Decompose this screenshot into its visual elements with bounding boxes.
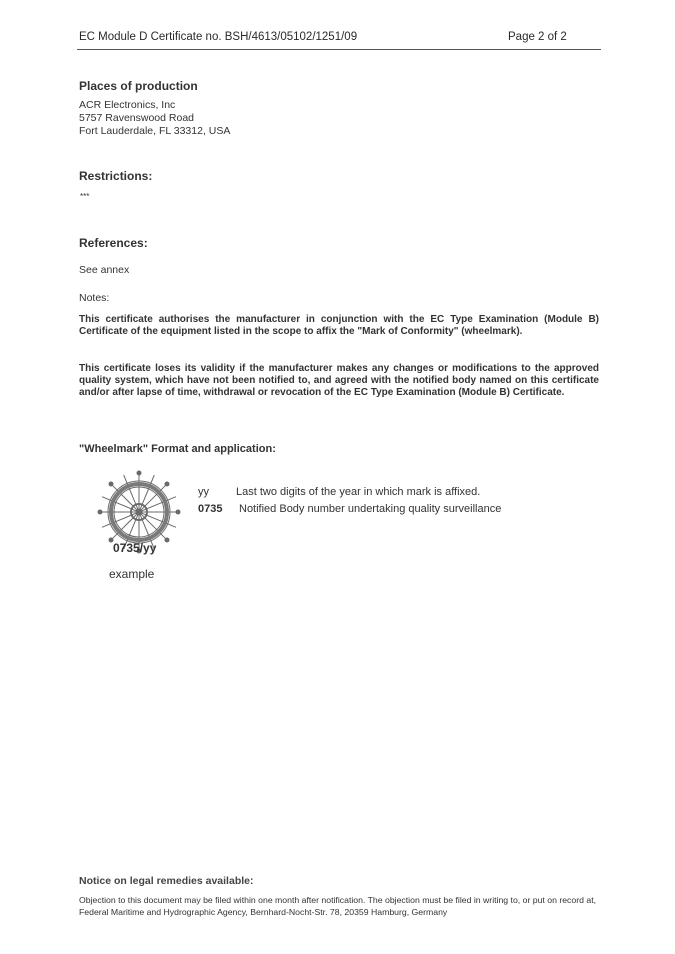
legal-remedies-text: Objection to this document may be filed within one month after notification. The objection must be filed in writing to, or put on record at, Federal Maritime and Hydrographic Agency, Bernhard-Nocht-Str. 78, 20359 Hamburg, Germany xyxy=(79,895,597,917)
references-value: See annex xyxy=(79,264,130,276)
wheelmark-heading: "Wheelmark" Format and application: xyxy=(79,443,276,455)
legend-description-notified-body: Notified Body number undertaking quality surveillance xyxy=(239,503,502,515)
notes-paragraph-validity: This certificate loses its validity if the manufacturer makes any changes or modifications to the approved quality system, which have not been notified to, and agreed with the notified body named on this certificate and/or after lapse of time, withdrawal or revocation of the EC Type Examination (Module B) Certificate. xyxy=(79,363,599,399)
wheelmark-code: 0735/yy xyxy=(113,541,157,555)
address-line-city: Fort Lauderdale, FL 33312, USA xyxy=(79,125,231,137)
notes-label: Notes: xyxy=(79,292,110,304)
production-address xyxy=(79,99,230,138)
legend-description-year: Last two digits of the year in which mark is affixed. xyxy=(236,486,481,498)
certificate-title: EC Module D Certificate no. BSH/4613/05102/1251/09 xyxy=(79,31,358,43)
notes-paragraph-authorisation: This certificate authorises the manufacturer in conjunction with the EC Type Examination (Module B) Certificate of the equipment listed in the scope to affix the "Mark of Conformity" (wheelmark). xyxy=(79,314,599,338)
restrictions-heading: Restrictions: xyxy=(79,169,153,183)
address-line-company: ACR Electronics, Inc xyxy=(79,99,176,111)
references-heading: References: xyxy=(79,236,148,250)
header-divider xyxy=(77,49,601,50)
page-number: Page 2 of 2 xyxy=(508,31,567,43)
legend-key-year: yy xyxy=(198,486,209,498)
restrictions-value: *** xyxy=(80,192,90,201)
wheelmark-example-label: example xyxy=(109,567,155,581)
address-line-street: 5757 Ravenswood Road xyxy=(79,112,194,124)
places-of-production-heading: Places of production xyxy=(79,79,198,93)
legend-key-notified-body: 0735 xyxy=(198,503,223,515)
legal-remedies-heading: Notice on legal remedies available: xyxy=(79,875,254,887)
